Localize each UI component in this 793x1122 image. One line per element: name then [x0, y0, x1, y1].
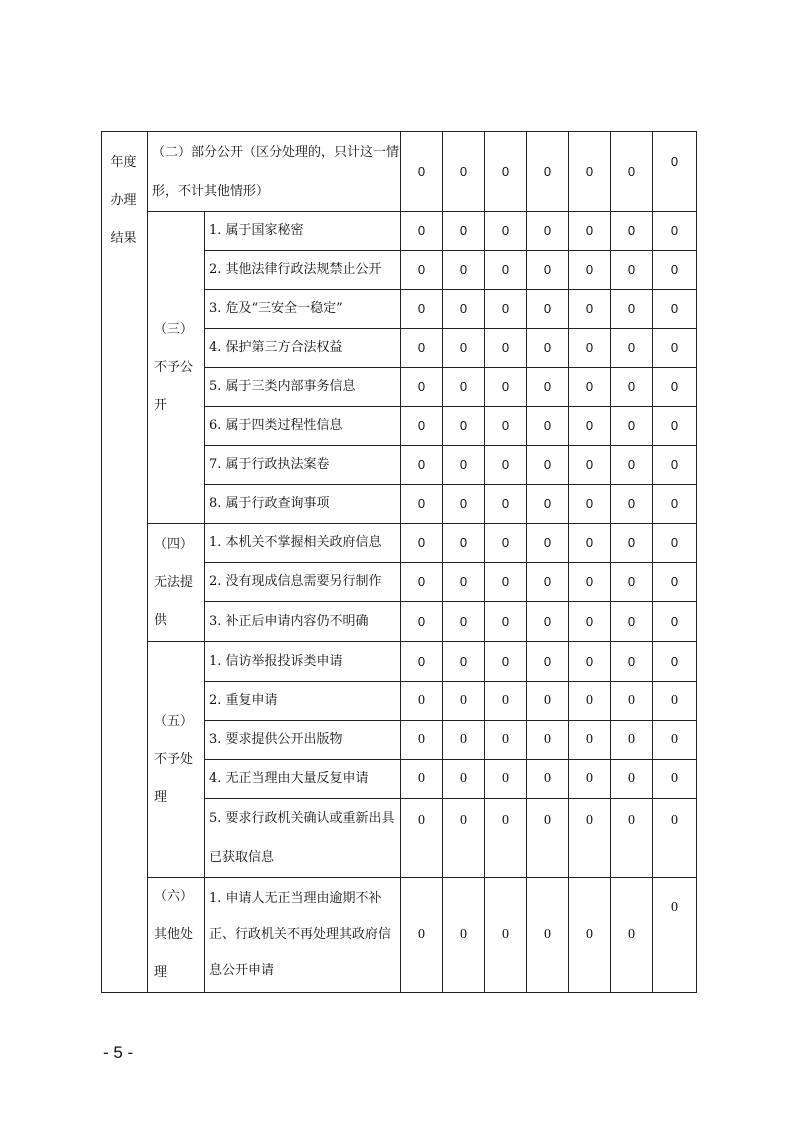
value-cell: 0	[443, 212, 485, 251]
row-label: 1. 申请人无正当理由逾期不补正、行政机关不再处理其政府信息公开申请	[209, 891, 392, 978]
value-cell: 0	[401, 407, 443, 446]
value-cell: 0	[569, 563, 611, 602]
value-cell: 0	[443, 602, 485, 642]
value-cell: 0	[443, 760, 485, 799]
value-cell: 0	[527, 563, 569, 602]
group-label: （五）不予处理	[154, 713, 194, 805]
value-cell: 0	[653, 290, 697, 329]
row-label: （二）部分公开（区分处理的，只计这一情形，不计其他情形）	[152, 144, 400, 199]
value-cell: 0	[485, 602, 527, 642]
value-cell: 0	[569, 760, 611, 799]
row-label: 5. 属于三类内部事务信息	[209, 379, 356, 394]
value-cell: 0	[527, 602, 569, 642]
page-number: - 5 -	[103, 1043, 134, 1062]
value-cell: 0	[569, 290, 611, 329]
group-label-cell	[148, 524, 205, 642]
value-cell: 0	[611, 642, 653, 682]
value-cell: 0	[401, 329, 443, 368]
value-cell: 0	[401, 721, 443, 760]
row-label: 7. 属于行政执法案卷	[209, 457, 330, 472]
value-cell: 0	[401, 682, 443, 721]
group-label: （三）不予公开	[154, 321, 194, 413]
value-cell: 0	[569, 132, 611, 212]
value-cell: 0	[653, 760, 697, 799]
value-cell: 0	[653, 329, 697, 368]
row-label: 2. 重复申请	[209, 693, 278, 708]
value-cell: 0	[443, 485, 485, 524]
value-cell: 0	[569, 485, 611, 524]
value-cell: 0	[485, 329, 527, 368]
value-cell: 0	[527, 132, 569, 212]
value-cell: 0	[611, 290, 653, 329]
section-label-cell	[102, 132, 148, 993]
row-label: 2. 没有现成信息需要另行制作	[209, 574, 382, 589]
value-cell: 0	[569, 682, 611, 721]
value-cell: 0	[653, 799, 697, 878]
value-cell: 0	[527, 212, 569, 251]
table-row	[102, 132, 697, 212]
value-cell: 0	[569, 446, 611, 485]
value-cell: 0	[653, 446, 697, 485]
row-label-cell	[205, 721, 401, 760]
table-row	[102, 642, 697, 682]
value-cell: 0	[611, 132, 653, 212]
row-label: 4. 保护第三方合法权益	[209, 340, 343, 355]
value-cell: 0	[527, 878, 569, 993]
row-label-cell	[205, 760, 401, 799]
value-cell: 0	[527, 329, 569, 368]
row-label-cell	[205, 878, 401, 993]
row-label-cell	[205, 799, 401, 878]
table-row	[102, 212, 697, 251]
value-cell: 0	[485, 760, 527, 799]
value-cell: 0	[611, 799, 653, 878]
value-cell: 0	[485, 642, 527, 682]
value-cell: 0	[527, 446, 569, 485]
value-cell: 0	[653, 642, 697, 682]
value-cell: 0	[569, 251, 611, 290]
value-cell: 0	[611, 212, 653, 251]
value-cell: 0	[611, 760, 653, 799]
value-cell: 0	[653, 721, 697, 760]
value-cell: 0	[443, 721, 485, 760]
value-cell: 0	[401, 290, 443, 329]
value-cell: 0	[485, 878, 527, 993]
value-cell: 0	[401, 760, 443, 799]
value-cell: 0	[611, 721, 653, 760]
value-cell: 0	[485, 368, 527, 407]
value-cell: 0	[485, 563, 527, 602]
value-cell: 0	[611, 368, 653, 407]
value-cell: 0	[485, 212, 527, 251]
value-cell: 0	[653, 602, 697, 642]
row-label-cell	[205, 642, 401, 682]
value-cell: 0	[569, 642, 611, 682]
value-cell: 0	[443, 329, 485, 368]
value-cell: 0	[569, 878, 611, 993]
value-cell: 0	[611, 682, 653, 721]
value-cell: 0	[401, 799, 443, 878]
value-cell: 0	[485, 485, 527, 524]
row-label-cell	[148, 132, 401, 212]
value-cell: 0	[443, 524, 485, 563]
value-cell: 0	[653, 563, 697, 602]
value-cell: 0	[527, 290, 569, 329]
value-cell: 0	[569, 368, 611, 407]
row-label: 5. 要求行政机关确认或重新出具已获取信息	[209, 811, 395, 865]
value-cell: 0	[653, 212, 697, 251]
value-cell: 0	[569, 721, 611, 760]
value-cell: 0	[611, 524, 653, 563]
value-cell: 0	[401, 485, 443, 524]
value-cell: 0	[653, 132, 697, 212]
value-cell: 0	[611, 602, 653, 642]
value-cell: 0	[443, 407, 485, 446]
value-cell: 0	[611, 485, 653, 524]
row-label-cell	[205, 602, 401, 642]
group-label: （四）无法提供	[154, 536, 194, 628]
row-label-cell	[205, 290, 401, 329]
value-cell: 0	[443, 290, 485, 329]
value-cell: 0	[443, 368, 485, 407]
row-label-cell	[205, 368, 401, 407]
row-label-cell	[205, 329, 401, 368]
value-cell: 0	[443, 563, 485, 602]
value-cell: 0	[653, 682, 697, 721]
value-cell: 0	[443, 251, 485, 290]
value-cell: 0	[485, 407, 527, 446]
group-label-cell	[148, 878, 205, 993]
value-cell: 0	[611, 878, 653, 993]
value-cell: 0	[401, 642, 443, 682]
value-cell: 0	[611, 446, 653, 485]
value-cell: 0	[401, 878, 443, 993]
value-cell: 0	[401, 368, 443, 407]
value-cell: 0	[653, 251, 697, 290]
value-cell: 0	[401, 251, 443, 290]
value-cell: 0	[653, 485, 697, 524]
row-label-cell	[205, 407, 401, 446]
value-cell: 0	[485, 446, 527, 485]
row-label: 3. 要求提供公开出版物	[209, 732, 343, 747]
row-label: 4. 无正当理由大量反复申请	[209, 771, 369, 786]
value-cell: 0	[653, 878, 697, 993]
value-cell: 0	[611, 563, 653, 602]
row-label-cell	[205, 563, 401, 602]
value-cell: 0	[569, 212, 611, 251]
row-label: 8. 属于行政查询事项	[209, 496, 330, 511]
row-label-cell	[205, 682, 401, 721]
value-cell: 0	[611, 329, 653, 368]
value-cell: 0	[527, 524, 569, 563]
row-label-cell	[205, 524, 401, 563]
value-cell: 0	[527, 251, 569, 290]
value-cell: 0	[527, 407, 569, 446]
value-cell: 0	[527, 368, 569, 407]
value-cell: 0	[569, 329, 611, 368]
value-cell: 0	[569, 407, 611, 446]
value-cell: 0	[401, 563, 443, 602]
value-cell: 0	[527, 760, 569, 799]
table-row	[102, 524, 697, 563]
row-label-cell	[205, 485, 401, 524]
row-label: 6. 属于四类过程性信息	[209, 418, 343, 433]
value-cell: 0	[443, 682, 485, 721]
value-cell: 0	[401, 132, 443, 212]
row-label-cell	[205, 251, 401, 290]
value-cell: 0	[653, 368, 697, 407]
value-cell: 0	[569, 799, 611, 878]
value-cell: 0	[485, 132, 527, 212]
row-label: 1. 属于国家秘密	[209, 223, 304, 238]
value-cell: 0	[485, 290, 527, 329]
value-cell: 0	[611, 407, 653, 446]
value-cell: 0	[527, 682, 569, 721]
value-cell: 0	[401, 446, 443, 485]
value-cell: 0	[485, 251, 527, 290]
row-label: 1. 本机关不掌握相关政府信息	[209, 535, 382, 550]
value-cell: 0	[443, 878, 485, 993]
value-cell: 0	[569, 524, 611, 563]
value-cell: 0	[527, 485, 569, 524]
disclosure-results-table	[101, 131, 697, 993]
value-cell: 0	[401, 602, 443, 642]
value-cell: 0	[401, 212, 443, 251]
value-cell: 0	[401, 524, 443, 563]
row-label: 3. 危及“三安全一稳定”	[209, 301, 343, 316]
value-cell: 0	[653, 524, 697, 563]
value-cell: 0	[485, 721, 527, 760]
row-label-cell	[205, 446, 401, 485]
row-label: 2. 其他法律行政法规禁止公开	[209, 262, 382, 277]
value-cell: 0	[527, 799, 569, 878]
value-cell: 0	[527, 642, 569, 682]
value-cell: 0	[611, 251, 653, 290]
value-cell: 0	[569, 602, 611, 642]
row-label: 3. 补正后申请内容仍不明确	[209, 613, 369, 629]
section-label: 年度办理结果	[110, 155, 137, 246]
value-cell: 0	[653, 407, 697, 446]
value-cell: 0	[443, 132, 485, 212]
row-label-cell	[205, 212, 401, 251]
group-label-cell	[148, 642, 205, 878]
value-cell: 0	[443, 446, 485, 485]
group-label-cell	[148, 212, 205, 524]
value-cell: 0	[485, 799, 527, 878]
value-cell: 0	[485, 682, 527, 721]
group-label: （六）其他处理	[154, 889, 194, 980]
value-cell: 0	[443, 642, 485, 682]
table-row	[102, 878, 697, 993]
value-cell: 0	[527, 721, 569, 760]
row-label: 1. 信访举报投诉类申请	[209, 653, 343, 669]
value-cell: 0	[443, 799, 485, 878]
value-cell: 0	[485, 524, 527, 563]
